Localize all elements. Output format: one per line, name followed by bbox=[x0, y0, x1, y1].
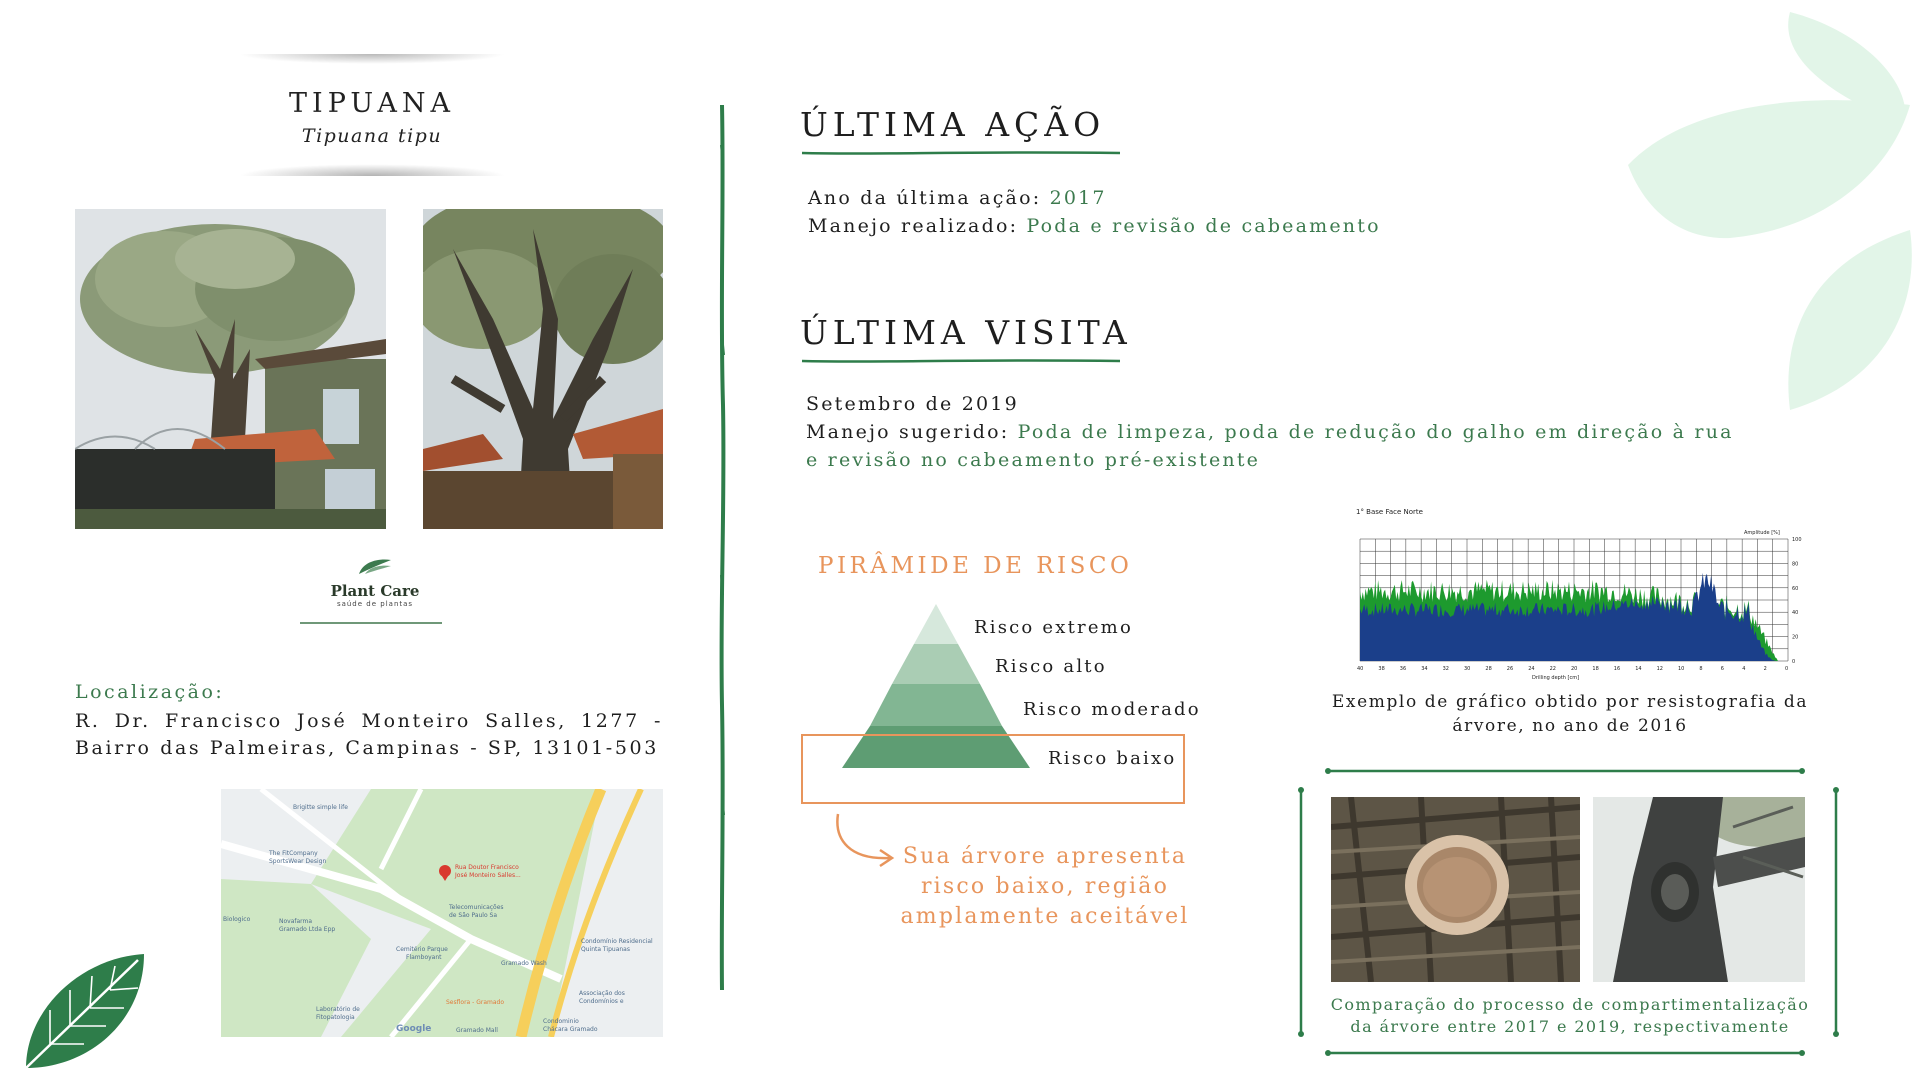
x-tick-label: 16 bbox=[1613, 666, 1621, 672]
pyramid-level-moderate bbox=[870, 684, 1002, 726]
x-tick-label: 40 bbox=[1357, 666, 1364, 672]
tree-photo-1 bbox=[75, 209, 386, 529]
decorative-leaves bbox=[1620, 0, 1920, 420]
map-place: Condominio bbox=[543, 1018, 579, 1025]
map-place: Sesflora - Gramado bbox=[446, 999, 504, 1006]
x-tick-label: 30 bbox=[1464, 666, 1471, 672]
pyramid-label-high: Risco alto bbox=[995, 656, 1107, 677]
x-tick-label: 6 bbox=[1720, 666, 1724, 672]
map-place: Brigitte simple life bbox=[293, 804, 348, 811]
tree-photo-2 bbox=[423, 209, 663, 529]
year-value: 2017 bbox=[1049, 187, 1107, 209]
map-place: Novafarma bbox=[279, 918, 313, 925]
location-label: Localização: bbox=[75, 681, 225, 703]
x-tick-label: 28 bbox=[1485, 666, 1492, 672]
map-place: Condomínio Residencial bbox=[581, 938, 653, 945]
x-tick-label: 36 bbox=[1399, 666, 1407, 672]
x-tick-label: 20 bbox=[1571, 666, 1578, 672]
map-place: Associação dos bbox=[579, 990, 625, 997]
last-action-management bbox=[808, 215, 1381, 237]
x-tick-label: 26 bbox=[1506, 666, 1514, 672]
map-brand: Google bbox=[396, 1024, 432, 1034]
x-tick-label: 32 bbox=[1442, 666, 1449, 672]
x-tick-label: 38 bbox=[1378, 666, 1385, 672]
tree-scientific-name: Tipuana tipu bbox=[301, 125, 443, 147]
suggested-value-line-2: e revisão no cabeamento pré-existente bbox=[806, 449, 1261, 471]
map-place: Fitopatologia bbox=[316, 1014, 355, 1021]
map-place: Telecomunicações bbox=[449, 904, 504, 911]
logo-tagline: saúde de plantas bbox=[336, 600, 414, 608]
location-address: R. Dr. Francisco José Monteiro Salles, 1277 - Bairro das Palmeiras, Campinas - SP, 13101-503 bbox=[75, 710, 663, 759]
curved-arrow-icon bbox=[832, 810, 898, 872]
map-place: Biologico bbox=[223, 916, 251, 923]
last-action-title: ÚLTIMA AÇÃO bbox=[800, 105, 1106, 144]
map-place: SportsWear Design bbox=[269, 858, 327, 865]
y-tick-label: 60 bbox=[1792, 585, 1799, 592]
map-place: Cemitério Parque bbox=[396, 946, 448, 953]
pyramid-label-extreme: Risco extremo bbox=[974, 617, 1133, 638]
depth-label: Drilling depth [cm] bbox=[1532, 675, 1580, 681]
amplitude-label: Amplitude [%] bbox=[1744, 530, 1780, 536]
compartmentalization-photo-2017 bbox=[1331, 797, 1580, 982]
last-visit-title: ÚLTIMA VISITA bbox=[800, 313, 1132, 352]
x-tick-label: 2 bbox=[1763, 666, 1767, 672]
x-tick-label: 34 bbox=[1421, 666, 1428, 672]
map-place: Gramado Mall bbox=[456, 1027, 498, 1034]
map-place: de São Paulo Sa bbox=[449, 912, 498, 919]
map-place: Condomínios e bbox=[579, 998, 624, 1005]
current-risk-highlight-box bbox=[801, 734, 1185, 804]
management-value: Poda e revisão de cabeamento bbox=[1026, 215, 1381, 237]
x-tick-label: 14 bbox=[1635, 666, 1642, 672]
comparison-caption-line-2: da árvore entre 2017 e 2019, respectivamente bbox=[1350, 1017, 1790, 1036]
vertical-divider bbox=[718, 105, 726, 990]
tree-name: TIPUANA bbox=[289, 88, 455, 119]
map-place: The FitCompany bbox=[269, 850, 318, 857]
pyramid-level-high bbox=[892, 644, 980, 684]
comparison-caption bbox=[1325, 994, 1815, 1038]
last-visit-suggested bbox=[806, 421, 1734, 443]
x-tick-label: 18 bbox=[1592, 666, 1599, 672]
x-tick-label: 10 bbox=[1678, 666, 1685, 672]
map-pin-label-1: Rua Doutor Francisco bbox=[455, 864, 519, 871]
map-place: Laboratório de bbox=[316, 1006, 360, 1013]
resistograph-header: 1° Base Face Norte bbox=[1356, 508, 1423, 516]
logo-divider bbox=[300, 622, 442, 624]
pyramid-label-moderate: Risco moderado bbox=[1023, 699, 1201, 720]
suggested-value-line-1: Poda de limpeza, poda de redução do galho em direção à rua bbox=[1017, 421, 1734, 443]
card-shadow-bottom bbox=[238, 164, 506, 176]
leaf-logo-icon bbox=[355, 556, 395, 576]
x-tick-label: 22 bbox=[1549, 666, 1556, 672]
decorative-leaf-icon bbox=[20, 950, 150, 1075]
plant-care-logo bbox=[320, 556, 430, 608]
year-label: Ano da última ação: bbox=[808, 187, 1042, 209]
y-tick-label: 0 bbox=[1792, 659, 1796, 665]
map-place: Chácara Gramado bbox=[543, 1026, 598, 1033]
resistograph-caption: Exemplo de gráfico obtido por resistografia da árvore, no ano de 2016 bbox=[1331, 692, 1809, 736]
map-place: Gramado Ltda Epp bbox=[279, 926, 336, 933]
x-tick-label: 0 bbox=[1785, 666, 1789, 672]
y-tick-label: 40 bbox=[1792, 610, 1799, 617]
map-place: Flamboyant bbox=[406, 954, 442, 961]
last-visit-date: Setembro de 2019 bbox=[806, 393, 1019, 415]
last-action-underline bbox=[800, 150, 1122, 156]
x-tick-label: 24 bbox=[1528, 666, 1535, 672]
y-tick-label: 100 bbox=[1792, 537, 1802, 543]
y-tick-label: 80 bbox=[1792, 561, 1799, 568]
map-place: Gramado Wash bbox=[501, 960, 547, 967]
location-map[interactable] bbox=[221, 789, 663, 1037]
pyramid-label-low: Risco baixo bbox=[1048, 748, 1177, 769]
y-tick-label: 20 bbox=[1792, 634, 1799, 641]
x-tick-label: 4 bbox=[1742, 666, 1746, 672]
management-label: Manejo realizado: bbox=[808, 215, 1019, 237]
logo-brand: Plant Care bbox=[330, 582, 420, 600]
x-tick-label: 8 bbox=[1699, 666, 1703, 672]
risk-pyramid-title: PIRÂMIDE DE RISCO bbox=[818, 553, 1133, 579]
x-tick-label: 12 bbox=[1656, 666, 1663, 672]
map-place: Quinta Tipuanas bbox=[581, 946, 630, 953]
last-visit-underline bbox=[800, 358, 1122, 364]
last-action-year bbox=[808, 187, 1107, 209]
risk-message: Sua árvore apresenta risco baixo, região amplamente aceitável bbox=[900, 844, 1190, 929]
suggested-label: Manejo sugerido: bbox=[806, 421, 1010, 443]
compartmentalization-photo-2019 bbox=[1593, 797, 1805, 982]
comparison-caption-line-1: Comparação do processo de compartimentalização bbox=[1330, 995, 1810, 1014]
card-shadow-top bbox=[238, 54, 506, 64]
map-pin-label-2: José Monteiro Salles... bbox=[455, 872, 521, 879]
resistograph-chart bbox=[1346, 503, 1820, 683]
pyramid-level-extreme bbox=[914, 604, 958, 644]
title-card bbox=[232, 54, 512, 176]
